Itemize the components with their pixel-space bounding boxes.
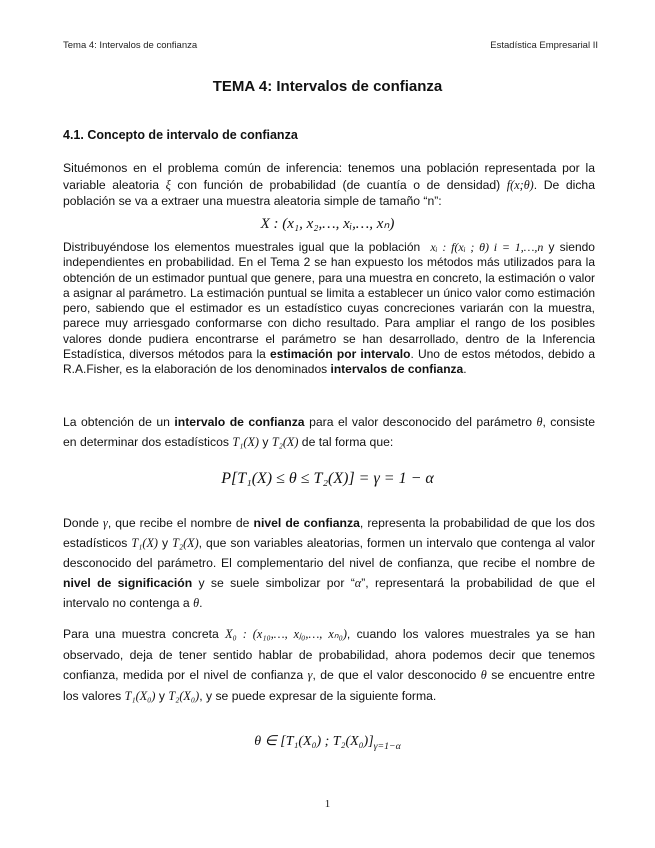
- math-t2: T₂(X): [271, 435, 299, 449]
- text-span: y se suele simbolizar por “: [198, 576, 355, 590]
- text-span: La obtención de un: [63, 415, 170, 429]
- text-span: , consiste en determinar dos estadísticos: [63, 415, 596, 449]
- bold-term: nivel de confianza: [253, 516, 360, 530]
- equation-interval-main: θ ∈ [T₁(X₀) ; T₂(X₀)]: [254, 734, 374, 749]
- text-span: .: [199, 596, 203, 610]
- math-gamma: γ: [307, 668, 313, 682]
- text-span: ”, representará la probabilidad de que el intervalo no contenga a: [63, 576, 596, 610]
- paragraph-concrete-sample: [63, 624, 595, 706]
- text-span: , representa la probabilidad de que los dos estadísticos: [63, 516, 595, 550]
- paragraph-estimation: [63, 240, 595, 378]
- math-alpha: α: [354, 576, 362, 590]
- text-span: para el valor desconocido del parámetro: [309, 415, 532, 429]
- running-header-left: Tema 4: Intervalos de confianza: [63, 40, 198, 51]
- section-heading: 4.1. Concepto de intervalo de confianza: [63, 128, 298, 142]
- equation-confidence: P[T₁(X) ≤ θ ≤ T₂(X)] = γ = 1 − α: [221, 470, 434, 487]
- equation-sample: X : (x₁, x₂,…, xᵢ,…, xₙ): [260, 216, 395, 232]
- math-t2: T₂(X): [172, 536, 199, 550]
- math-t2: T₂(X₀): [168, 688, 200, 703]
- text-span: Distribuyéndose los elementos muestrales igual que la población: [63, 240, 421, 254]
- bold-term: intervalo de confianza: [174, 415, 305, 429]
- text-span: de tal forma que:: [301, 435, 394, 449]
- math-t1: T₁(X): [131, 536, 158, 550]
- text-span: y: [161, 536, 169, 550]
- text-span: y siendo independientes en probabilidad. En el Tema 2 se han expuesto los métodos más utilizados para la obtención de un estimador puntual que genere, para una muestra en concreto, la estimación o valor a asignar al parámetro. La estimación puntual se limita a establecer un único valor como estimación pero, sabiendo que el estimador es un estadístico cuyas concreciones variarán con la muestra, parece muy arriesgado conformarse con dicho resultado. Para ampliar el rango de los posibles valores donde pudiera encontrarse el parámetro se han desarrollado, dentro de la Inferencia Estadística, diversos métodos para la: [63, 240, 595, 362]
- text-span: y: [262, 435, 269, 449]
- bold-term: nivel de significación: [63, 576, 193, 590]
- text-span: Para una muestra concreta: [63, 627, 219, 641]
- text-span: , cuando los valores muestrales ya se han observado, deja de tener sentido hablar de probabilidad, ahora podemos decir que tenemos confianza, medida por el nivel de confianza: [63, 627, 595, 682]
- equation-interval-subscript: γ=1−α: [373, 740, 401, 752]
- bold-term: intervalos de confianza: [330, 362, 464, 377]
- math-gamma: γ: [103, 516, 108, 530]
- text-span: , que son variables aleatorias, formen un intervalo que contenga al valor desconocido del parámetro. El complementario del nivel de confianza, que recibe el nombre de: [63, 536, 596, 570]
- text-span: se encuentre entre los valores: [63, 668, 596, 703]
- text-span: , de que el valor desconocido: [312, 668, 477, 682]
- paragraph-intro: [63, 160, 595, 210]
- math-x0: X₀ : (x₁₀,…, xⱼ₀,…, xₙ₀): [225, 627, 347, 641]
- equation-interval: [0, 733, 655, 752]
- math-t1: T₁(X₀): [124, 688, 156, 703]
- text-span: . Uno de estos métodos, debido a R.A.Fisher, es la elaboración de los denominados: [63, 347, 595, 377]
- page-number: 1: [324, 798, 331, 810]
- text-span: , y se puede expresar de la siguiente forma.: [199, 688, 437, 703]
- text-span: y: [158, 688, 165, 703]
- paragraph-confidence-level: [63, 513, 595, 613]
- text-span: Situémonos en el problema común de inferencia: tenemos una población representada por la variable aleatoria: [63, 161, 595, 192]
- math-theta: θ: [536, 415, 543, 429]
- math-t1: T₁(X): [232, 435, 259, 449]
- math-theta: θ: [193, 596, 200, 610]
- text-span: .: [463, 362, 467, 377]
- text-span: Donde: [63, 516, 99, 530]
- text-span: con función de probabilidad (de cuantía o de densidad): [177, 177, 501, 192]
- text-span: , que recibe el nombre de: [107, 516, 250, 530]
- paragraph-interval-definition: [63, 412, 595, 452]
- math-xi: ξ: [165, 177, 171, 192]
- math-distribution: xᵢ : f(xᵢ ; θ) i = 1,…,n: [430, 240, 544, 254]
- math-density: f(x;θ): [506, 177, 534, 192]
- page-title: TEMA 4: Intervalos de confianza: [212, 78, 443, 95]
- bold-term: estimación por intervalo: [270, 347, 411, 362]
- running-header-right: Estadística Empresarial II: [490, 40, 598, 51]
- text-span: . De dicha población se va a extraer una muestra aleatoria simple de tamaño “n”:: [63, 177, 595, 208]
- math-theta: θ: [480, 668, 487, 682]
